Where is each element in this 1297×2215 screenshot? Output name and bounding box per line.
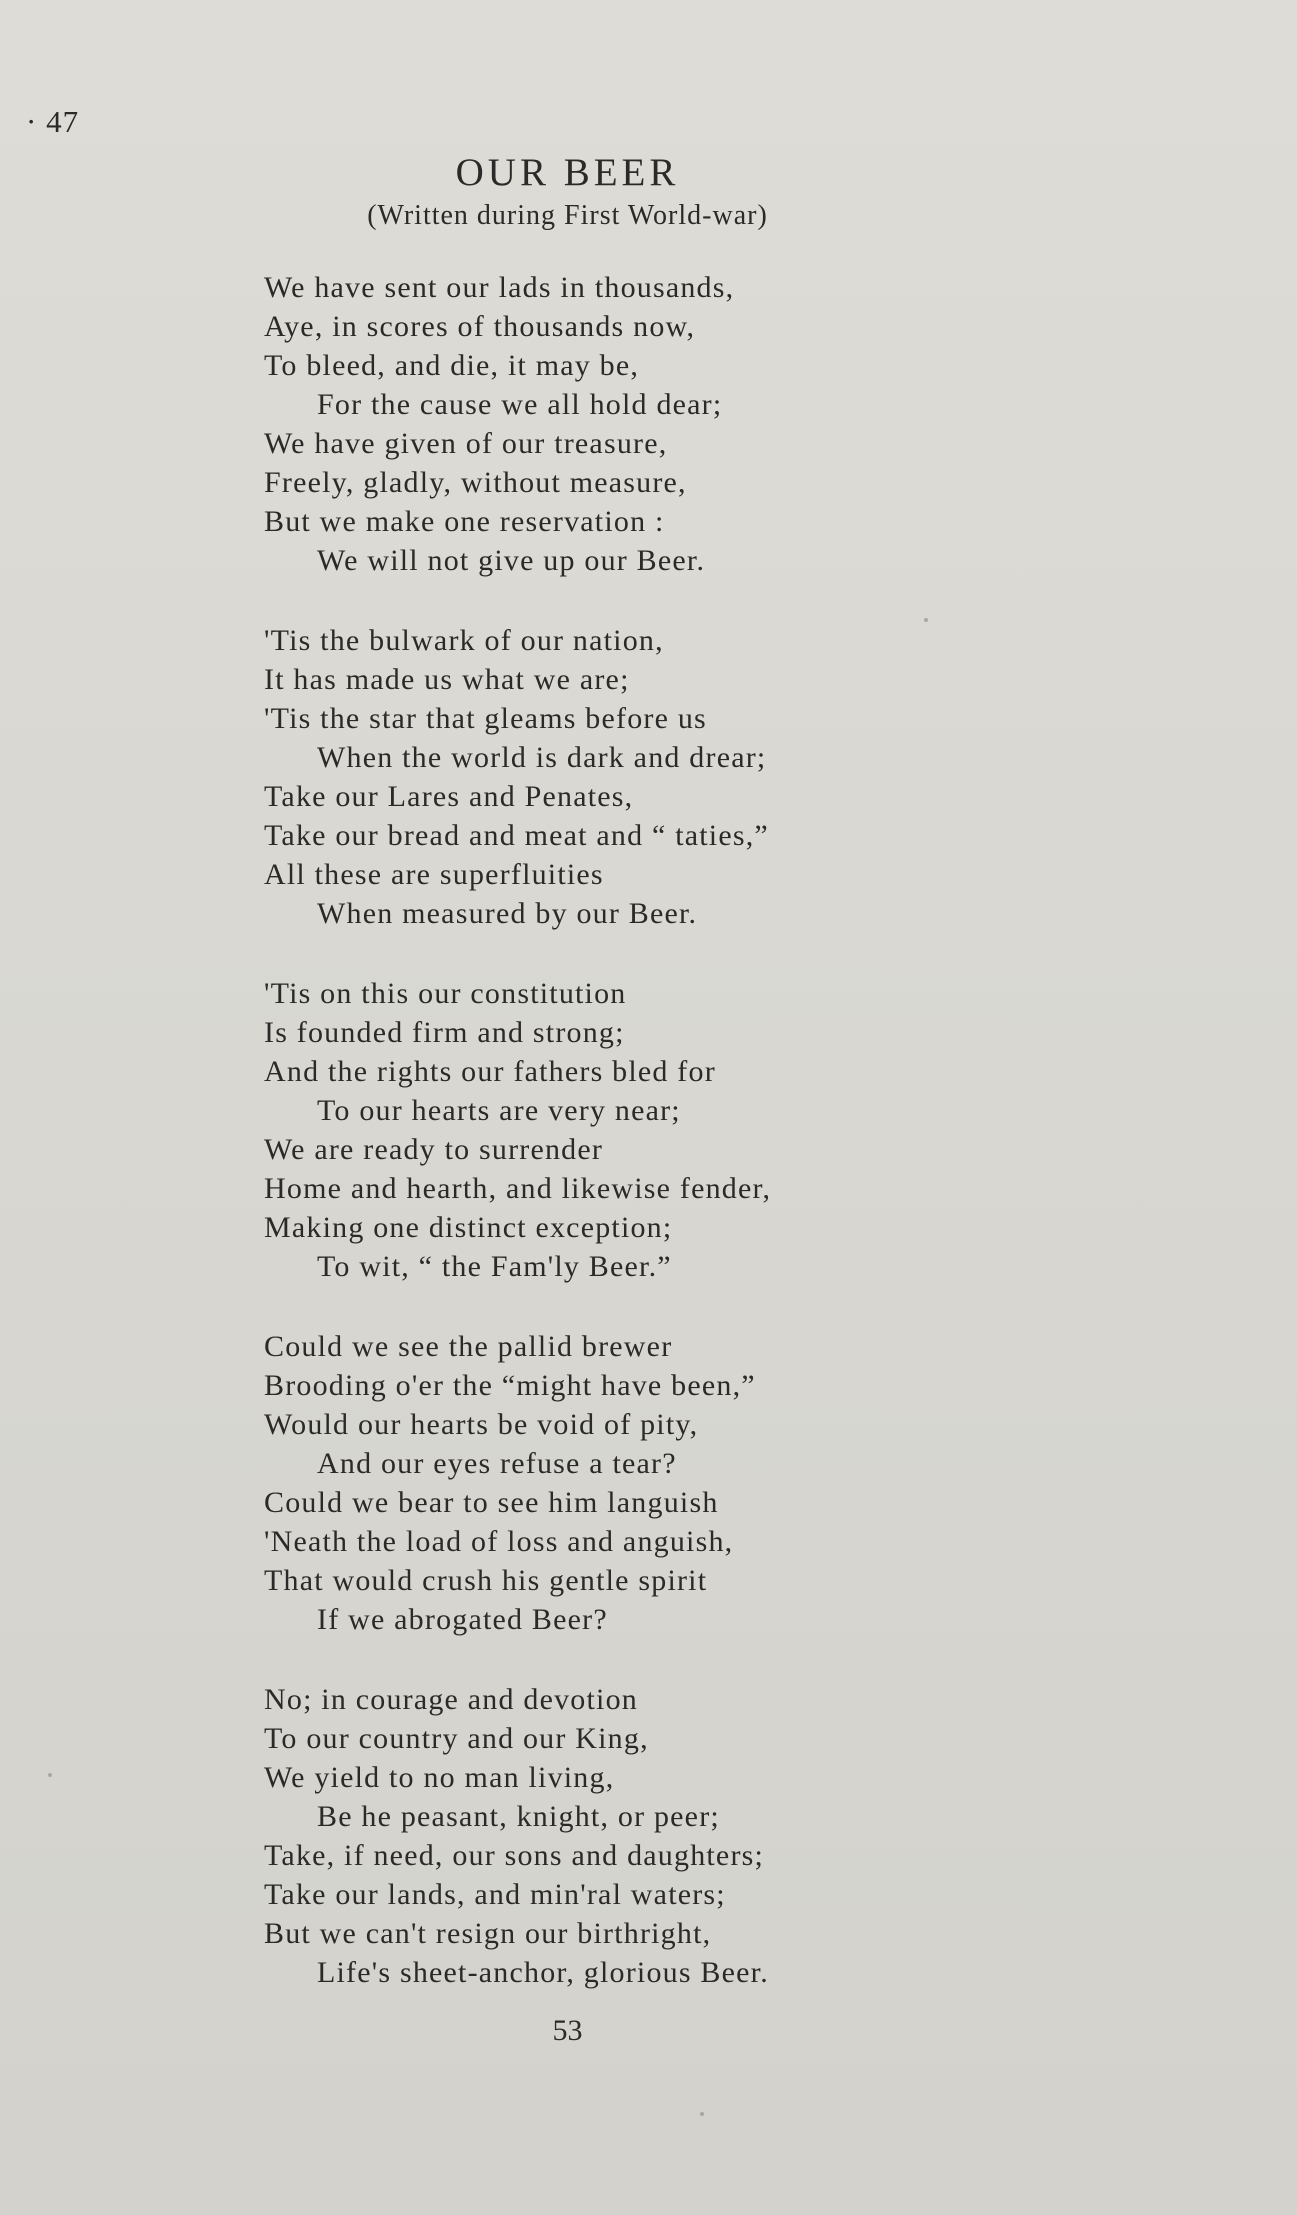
stanza — [264, 268, 964, 580]
poem-line: Freely, gladly, without measure, — [264, 466, 687, 499]
paper-speck — [924, 618, 928, 622]
poem-line: To our hearts are very near; — [317, 1094, 681, 1127]
poem-line: Would our hearts be void of pity, — [264, 1408, 699, 1441]
stanza — [264, 1680, 964, 1992]
poem-line: To wit, “ the Fam'ly Beer.” — [317, 1250, 672, 1283]
poem-line: To our country and our King, — [264, 1722, 649, 1755]
poem-line: If we abrogated Beer? — [317, 1603, 608, 1636]
poem-line: 'Neath the load of loss and anguish, — [264, 1525, 734, 1558]
stanza — [264, 1327, 964, 1639]
poem-line: All these are superfluities — [264, 858, 604, 891]
poem-line: We have sent our lads in thousands, — [264, 271, 735, 304]
poem-line: Could we see the pallid brewer — [264, 1330, 673, 1363]
poem-line: And the rights our fathers bled for — [264, 1055, 716, 1088]
poem-line: It has made us what we are; — [264, 663, 630, 696]
poem-line: We yield to no man living, — [264, 1761, 615, 1794]
poem-line: Is founded firm and strong; — [264, 1016, 625, 1049]
poem-body — [264, 268, 964, 2033]
poem-line: When the world is dark and drear; — [317, 741, 767, 774]
stanza — [264, 974, 964, 1286]
poem-line: Take our Lares and Penates, — [264, 780, 634, 813]
poem-line: Brooding o'er the “might have been,” — [264, 1369, 756, 1402]
margin-page-number: · 47 — [26, 104, 80, 139]
poem-line: For the cause we all hold dear; — [317, 388, 723, 421]
poem-line: Making one distinct exception; — [264, 1211, 673, 1244]
stanza — [264, 621, 964, 933]
poem-line: No; in courage and devotion — [264, 1683, 638, 1716]
poem-line: Home and hearth, and likewise fender, — [264, 1172, 772, 1205]
poem-line: We have given of our treasure, — [264, 427, 668, 460]
poem-line: Take our lands, and min'ral waters; — [264, 1878, 726, 1911]
poem-line: 'Tis on this our constitution — [264, 977, 627, 1010]
poem-line: Life's sheet-anchor, glorious Beer. — [317, 1956, 769, 1989]
poem-line: Take, if need, our sons and daughters; — [264, 1839, 765, 1872]
poem-line: But we can't resign our birthright, — [264, 1917, 712, 1950]
paper-speck — [48, 1773, 52, 1777]
poem-title: OUR BEER — [455, 151, 680, 194]
poem-subtitle: (Written during First World-war) — [367, 200, 768, 231]
poem-line: That would crush his gentle spirit — [264, 1564, 708, 1597]
poem-line: Aye, in scores of thousands now, — [264, 310, 696, 343]
poem-line: 'Tis the bulwark of our nation, — [264, 624, 664, 657]
page-number: 53 — [552, 2014, 583, 2047]
poem-line: Could we bear to see him languish — [264, 1486, 719, 1519]
poem-line: To bleed, and die, it may be, — [264, 349, 640, 382]
paper-speck — [700, 2112, 704, 2116]
poem-line: Take our bread and meat and “ taties,” — [264, 819, 769, 852]
poem-line: Be he peasant, knight, or peer; — [317, 1800, 720, 1833]
poem-line: We will not give up our Beer. — [317, 544, 706, 577]
poem-line: And our eyes refuse a tear? — [317, 1447, 677, 1480]
poem-line: When measured by our Beer. — [317, 897, 698, 930]
poem-line: 'Tis the star that gleams before us — [264, 702, 707, 735]
poem-line: We are ready to surrender — [264, 1133, 604, 1166]
poem-line: But we make one reservation : — [264, 505, 665, 538]
